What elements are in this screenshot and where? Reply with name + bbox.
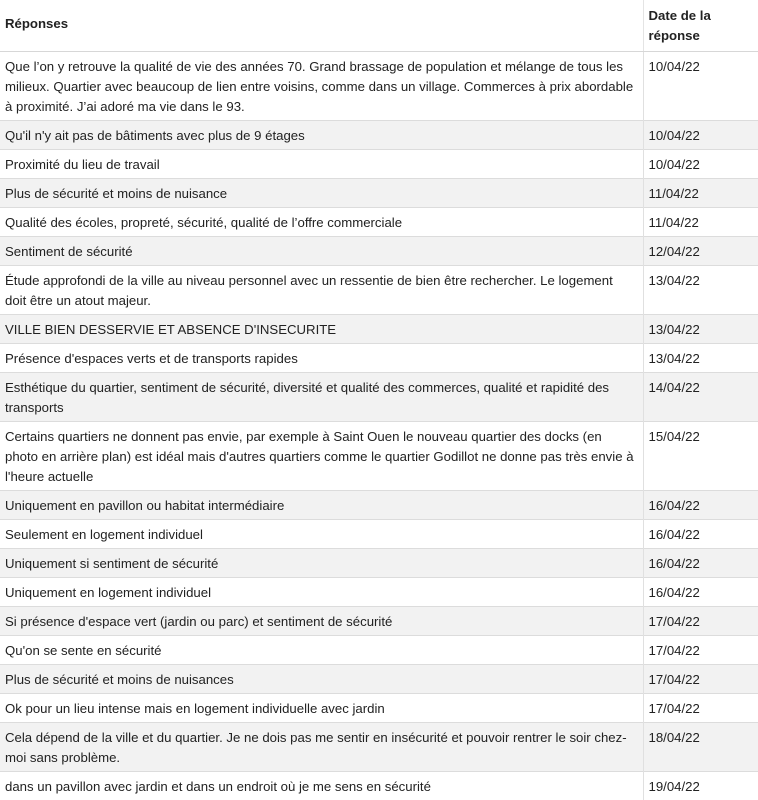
date-cell: 11/04/22 [643, 208, 758, 237]
date-cell: 13/04/22 [643, 266, 758, 315]
table-row [0, 52, 758, 121]
table-row [0, 491, 758, 520]
response-cell: Plus de sécurité et moins de nuisance [0, 179, 643, 208]
response-cell: Plus de sécurité et moins de nuisances [0, 665, 643, 694]
table-row [0, 179, 758, 208]
table-row [0, 422, 758, 491]
response-cell: Seulement en logement individuel [0, 520, 643, 549]
response-cell: Ok pour un lieu intense mais en logement individuelle avec jardin [0, 694, 643, 723]
table-row [0, 237, 758, 266]
response-cell: Qualité des écoles, propreté, sécurité, qualité de l’offre commerciale [0, 208, 643, 237]
table-body [0, 52, 758, 800]
response-cell: Uniquement si sentiment de sécurité [0, 549, 643, 578]
table-row [0, 723, 758, 772]
table-row [0, 694, 758, 723]
date-cell: 15/04/22 [643, 422, 758, 491]
table-row [0, 665, 758, 694]
table-row [0, 121, 758, 150]
date-cell: 18/04/22 [643, 723, 758, 772]
response-cell: Cela dépend de la ville et du quartier. Je ne dois pas me sentir en insécurité et pouvoir rentrer le soir chez-moi sans problème. [0, 723, 643, 772]
table-row [0, 315, 758, 344]
table-row [0, 344, 758, 373]
table-row [0, 208, 758, 237]
table-row [0, 772, 758, 800]
response-cell: Étude approfondi de la ville au niveau personnel avec un ressentie de bien être rechercher. Le logement doit être un atout majeur. [0, 266, 643, 315]
table-row [0, 549, 758, 578]
table-row [0, 636, 758, 665]
response-cell: Si présence d'espace vert (jardin ou parc) et sentiment de sécurité [0, 607, 643, 636]
date-cell: 16/04/22 [643, 491, 758, 520]
table-row [0, 373, 758, 422]
header-responses: Réponses [0, 0, 643, 52]
date-cell: 13/04/22 [643, 315, 758, 344]
response-cell: Sentiment de sécurité [0, 237, 643, 266]
response-cell: VILLE BIEN DESSERVIE ET ABSENCE D'INSECURITE [0, 315, 643, 344]
date-cell: 19/04/22 [643, 772, 758, 800]
table-row [0, 578, 758, 607]
date-cell: 13/04/22 [643, 344, 758, 373]
date-cell: 17/04/22 [643, 665, 758, 694]
response-cell: Qu'on se sente en sécurité [0, 636, 643, 665]
date-cell: 10/04/22 [643, 52, 758, 121]
table-row [0, 607, 758, 636]
response-cell: Qu'il n'y ait pas de bâtiments avec plus de 9 étages [0, 121, 643, 150]
date-cell: 10/04/22 [643, 150, 758, 179]
date-cell: 10/04/22 [643, 121, 758, 150]
response-cell: Certains quartiers ne donnent pas envie, par exemple à Saint Ouen le nouveau quartier des docks (en photo en arrière plan) est idéal mais d'autres quartiers comme le quartier Godillot ne donne pas très envie à l'heure actuelle [0, 422, 643, 491]
table-row [0, 266, 758, 315]
header-date: Date de la réponse [643, 0, 758, 52]
date-cell: 17/04/22 [643, 607, 758, 636]
table-header-row [0, 0, 758, 52]
date-cell: 16/04/22 [643, 520, 758, 549]
date-cell: 11/04/22 [643, 179, 758, 208]
table-row [0, 520, 758, 549]
date-cell: 14/04/22 [643, 373, 758, 422]
response-cell: Proximité du lieu de travail [0, 150, 643, 179]
date-cell: 17/04/22 [643, 636, 758, 665]
response-cell: Présence d'espaces verts et de transports rapides [0, 344, 643, 373]
response-cell: Que l’on y retrouve la qualité de vie des années 70. Grand brassage de population et mélange de tous les milieux. Quartier avec beaucoup de lien entre voisins, comme dans un village. Commerces à prix abordable à proximité. J’ai adoré ma vie dans le 93. [0, 52, 643, 121]
date-cell: 17/04/22 [643, 694, 758, 723]
response-cell: Uniquement en logement individuel [0, 578, 643, 607]
response-cell: Uniquement en pavillon ou habitat intermédiaire [0, 491, 643, 520]
date-cell: 16/04/22 [643, 578, 758, 607]
response-cell: Esthétique du quartier, sentiment de sécurité, diversité et qualité des commerces, qualité et rapidité des transports [0, 373, 643, 422]
date-cell: 12/04/22 [643, 237, 758, 266]
date-cell: 16/04/22 [643, 549, 758, 578]
response-cell: dans un pavillon avec jardin et dans un endroit où je me sens en sécurité [0, 772, 643, 800]
table-row [0, 150, 758, 179]
